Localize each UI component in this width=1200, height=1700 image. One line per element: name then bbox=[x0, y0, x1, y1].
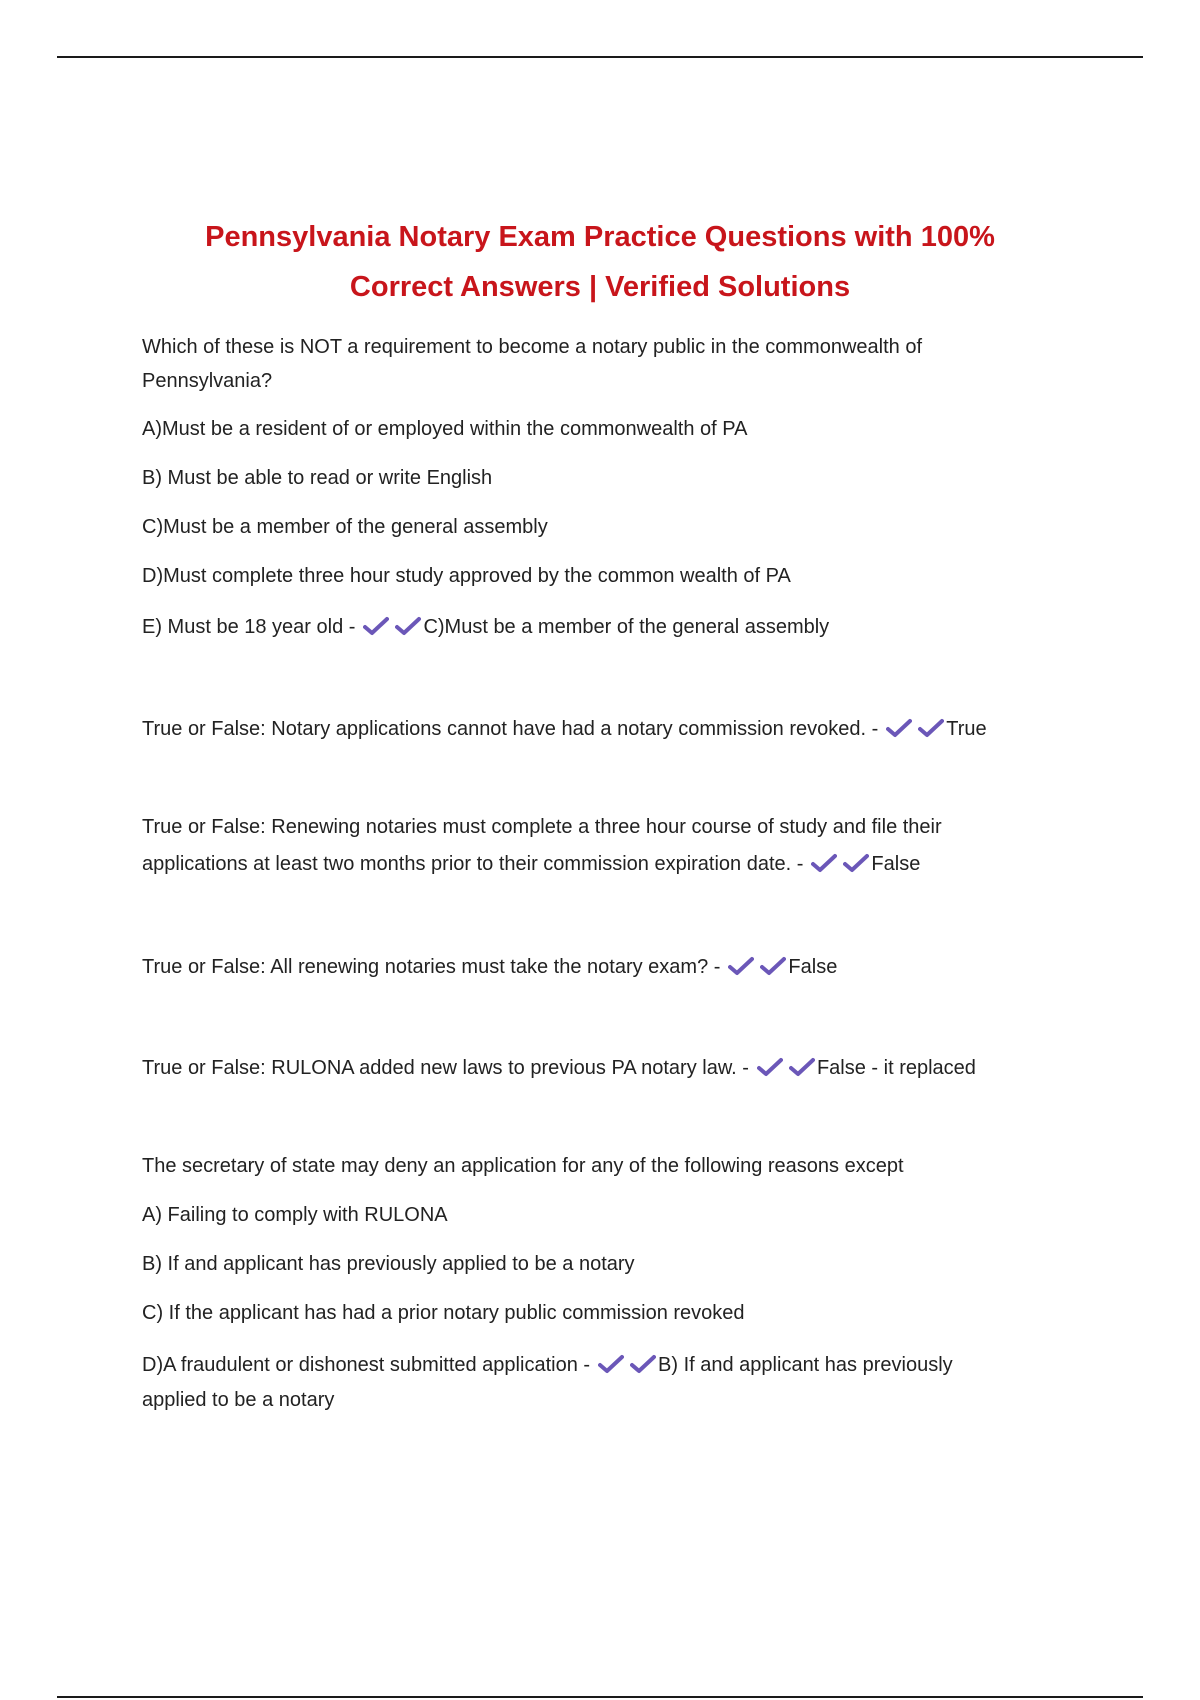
q4-prompt: True or False: All renewing notaries must take the notary exam? - bbox=[142, 956, 721, 978]
q1-prompt-line-2: Pennsylvania? bbox=[142, 370, 273, 392]
q4-answer-line bbox=[142, 950, 837, 984]
q4-answer: False bbox=[788, 956, 838, 978]
checkmark-icon bbox=[843, 853, 869, 873]
footer-rule bbox=[57, 1696, 1143, 1698]
q1-prompt-line-1: Which of these is NOT a requirement to become a notary public in the commonwealth of bbox=[142, 336, 923, 358]
q2-prompt: True or False: Notary applications cannot have had a notary commission revoked. - bbox=[142, 718, 879, 740]
checkmark-icon bbox=[728, 956, 754, 976]
q6-option-d: D)A fraudulent or dishonest submitted application - bbox=[142, 1354, 591, 1376]
q1-option-c: C)Must be a member of the general assembly bbox=[142, 516, 548, 538]
checkmark-icon bbox=[789, 1057, 815, 1077]
q3-prompt-line-1: True or False: Renewing notaries must complete a three hour course of study and file their bbox=[142, 816, 942, 838]
checkmark-icon bbox=[886, 718, 912, 738]
q3-answer: False bbox=[871, 853, 921, 875]
q6-option-b: B) If and applicant has previously applied to be a notary bbox=[142, 1253, 635, 1275]
q1-option-a: A)Must be a resident of or employed within the commonwealth of PA bbox=[142, 418, 748, 440]
q2-answer-line bbox=[142, 712, 987, 746]
q1-option-b: B) Must be able to read or write English bbox=[142, 467, 493, 489]
checkmark-icon bbox=[630, 1354, 656, 1374]
checkmark-icon bbox=[760, 956, 786, 976]
q1-answer: C)Must be a member of the general assembly bbox=[423, 616, 830, 638]
checkmark-icon bbox=[363, 616, 389, 636]
checkmark-icon bbox=[811, 853, 837, 873]
q5-prompt: True or False: RULONA added new laws to previous PA notary law. - bbox=[142, 1057, 749, 1079]
q1-option-d: D)Must complete three hour study approved by the common wealth of PA bbox=[142, 565, 791, 587]
checkmark-icon bbox=[918, 718, 944, 738]
q1-option-e: E) Must be 18 year old - bbox=[142, 616, 356, 638]
q6-prompt: The secretary of state may deny an application for any of the following reasons except bbox=[142, 1155, 904, 1177]
header-rule bbox=[57, 56, 1143, 58]
checkmark-icon bbox=[598, 1354, 624, 1374]
title-line-1: Pennsylvania Notary Exam Practice Questions with 100% bbox=[205, 221, 995, 253]
q3-prompt-line-2: applications at least two months prior to their commission expiration date. - bbox=[142, 853, 804, 875]
q6-answer-line-2: applied to be a notary bbox=[142, 1389, 335, 1411]
q6-option-c: C) If the applicant has had a prior notary public commission revoked bbox=[142, 1302, 745, 1324]
checkmark-icon bbox=[757, 1057, 783, 1077]
q6-answer-line-1: B) If and applicant has previously bbox=[658, 1354, 953, 1376]
document-title bbox=[120, 212, 1080, 312]
q2-answer: True bbox=[946, 718, 987, 740]
q5-answer: False - it replaced bbox=[816, 1057, 976, 1079]
title-line-2: Correct Answers | Verified Solutions bbox=[349, 271, 851, 303]
q6-answer-line bbox=[142, 1348, 953, 1382]
checkmark-icon bbox=[395, 616, 421, 636]
q5-answer-line bbox=[142, 1051, 976, 1085]
q6-option-a: A) Failing to comply with RULONA bbox=[142, 1204, 448, 1226]
q3-answer-line bbox=[142, 847, 920, 881]
q1-answer-line bbox=[142, 610, 829, 644]
